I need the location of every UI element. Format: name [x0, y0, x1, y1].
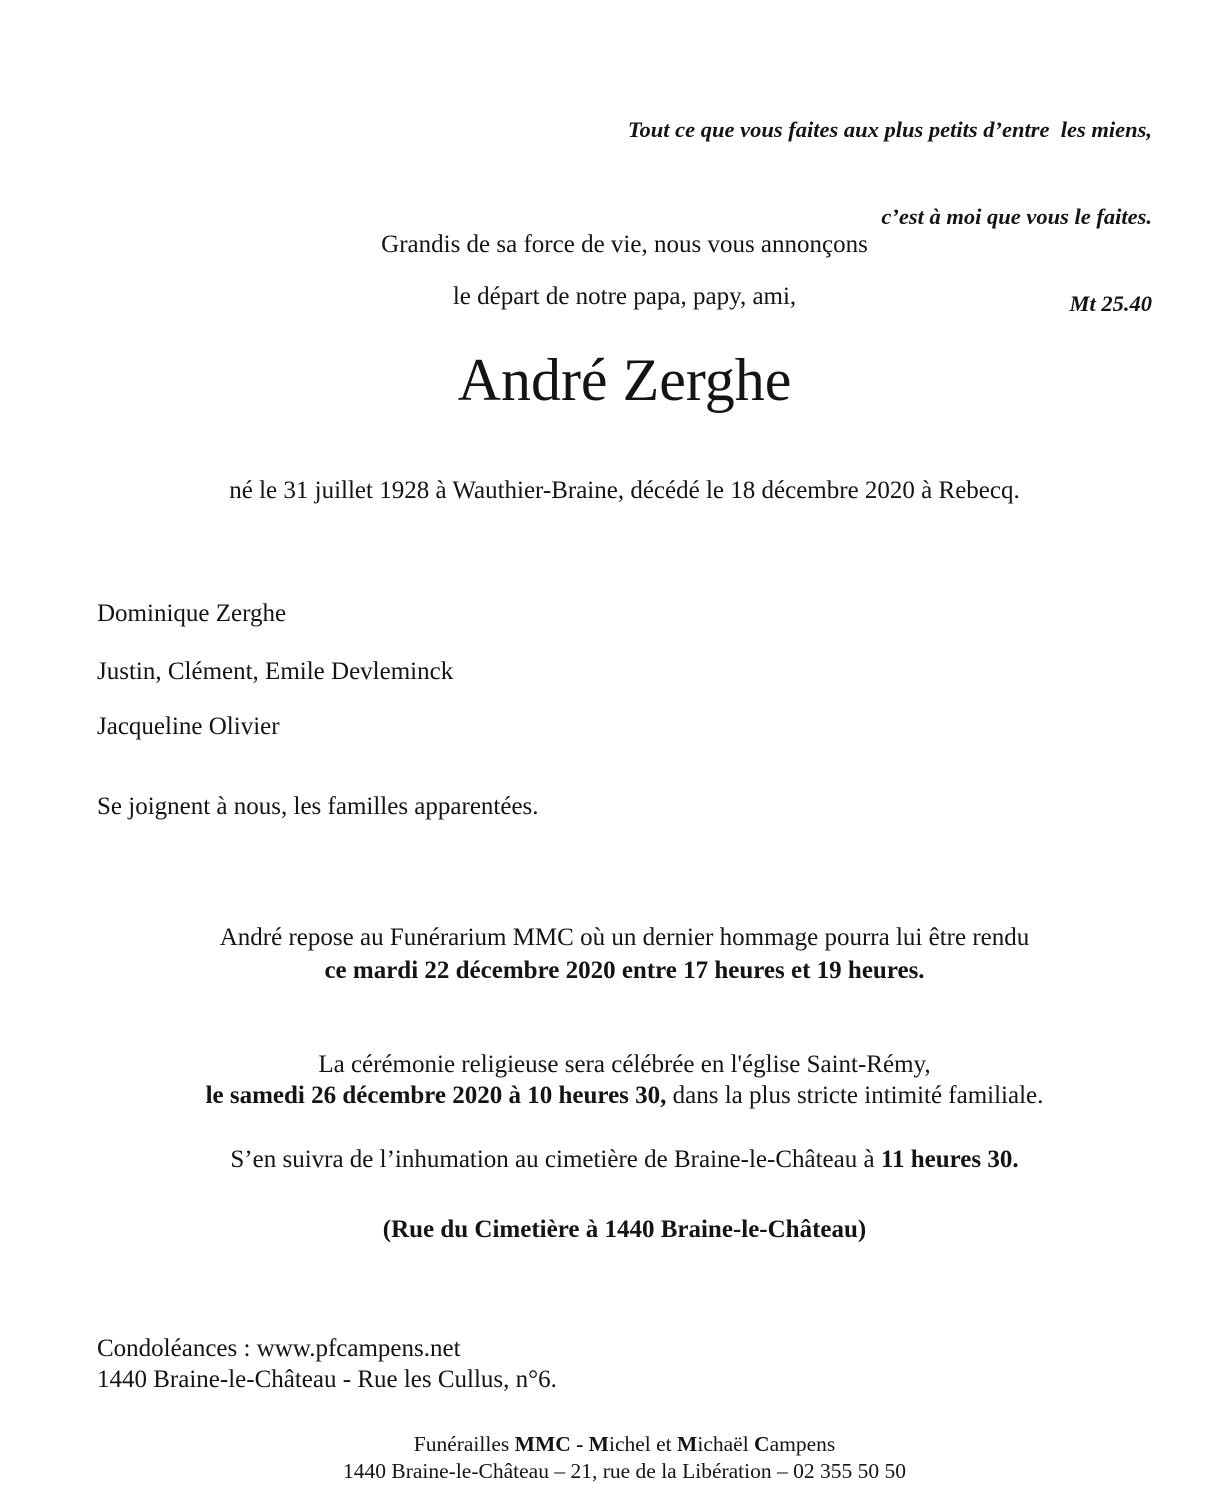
visitation-block — [97, 921, 1152, 987]
funeral-home-address-line: 1440 Braine-le-Château – 21, rue de la Libération – 02 355 50 50 — [342, 1459, 907, 1483]
condolences-block — [97, 1333, 1152, 1395]
ceremony-line-1: La cérémonie religieuse sera célébrée en l'église Saint-Rémy, — [318, 1051, 931, 1078]
burial-time: 11 heures 30. — [880, 1146, 1019, 1173]
ceremony-date-time: le samedi 26 décembre 2020 à 10 heures 30, — [205, 1082, 667, 1109]
funeral-home-name-line — [97, 1431, 1152, 1458]
funeral-home-name1: ichel et — [608, 1432, 678, 1456]
burial-text: S’en suivra de l’inhumation au cimetière de Braine-le-Château à — [230, 1146, 881, 1173]
life-dates: né le 31 juillet 1928 à Wauthier-Braine, décédé le 18 décembre 2020 à Rebecq. — [229, 477, 1020, 504]
condolences-address-line: 1440 Braine-le-Château - Rue les Cullus, n°6. — [97, 1366, 557, 1393]
condolences-website-line: Condoléances : www.pfcampens.net — [97, 1335, 461, 1362]
family-member: Justin, Clément, Emile Devleminck — [97, 658, 454, 685]
announcement-line-1: Grandis de sa force de vie, nous vous annonçons — [381, 231, 868, 258]
funeral-home-footer — [97, 1431, 1152, 1485]
visitation-date-time: ce mardi 22 décembre 2020 entre 17 heures et 19 heures. — [324, 957, 925, 984]
cemetery-address: (Rue du Cimetière à 1440 Braine-le-Château) — [382, 1216, 867, 1243]
related-families-line: Se joignent à nous, les familles apparentées. — [97, 793, 539, 820]
scripture-quote-line-1: Tout ce que vous faites aux plus petits d’entre les miens, — [627, 117, 1152, 142]
visitation-line-1: André repose au Funérarium MMC où un dernier hommage pourra lui être rendu — [219, 924, 1030, 951]
funeral-home-initial2: M — [677, 1432, 698, 1456]
scripture-quote-line-2: c’est à moi que vous le faites. — [881, 204, 1152, 229]
scripture-reference: Mt 25.40 — [1069, 291, 1152, 316]
funeral-home-name3: ampens — [769, 1432, 836, 1456]
funeral-home-initial3: C — [754, 1432, 770, 1456]
funeral-home-prefix: Funérailles — [413, 1432, 515, 1456]
funeral-home-brand: MMC - M — [514, 1432, 609, 1456]
deceased-name: André Zerghe — [457, 347, 792, 413]
burial-line — [97, 1146, 1152, 1174]
family-member: Dominique Zerghe — [97, 600, 287, 627]
family-member: Jacqueline Olivier — [97, 713, 280, 740]
ceremony-line-2 — [97, 1080, 1152, 1111]
ceremony-privacy-note: dans la plus stricte intimité familiale. — [666, 1082, 1044, 1109]
funeral-home-name2: ichaël — [697, 1432, 755, 1456]
announcement-line-2: le départ de notre papa, papy, ami, — [452, 283, 797, 310]
ceremony-block — [97, 1049, 1152, 1111]
scripture-quote — [97, 57, 1152, 376]
